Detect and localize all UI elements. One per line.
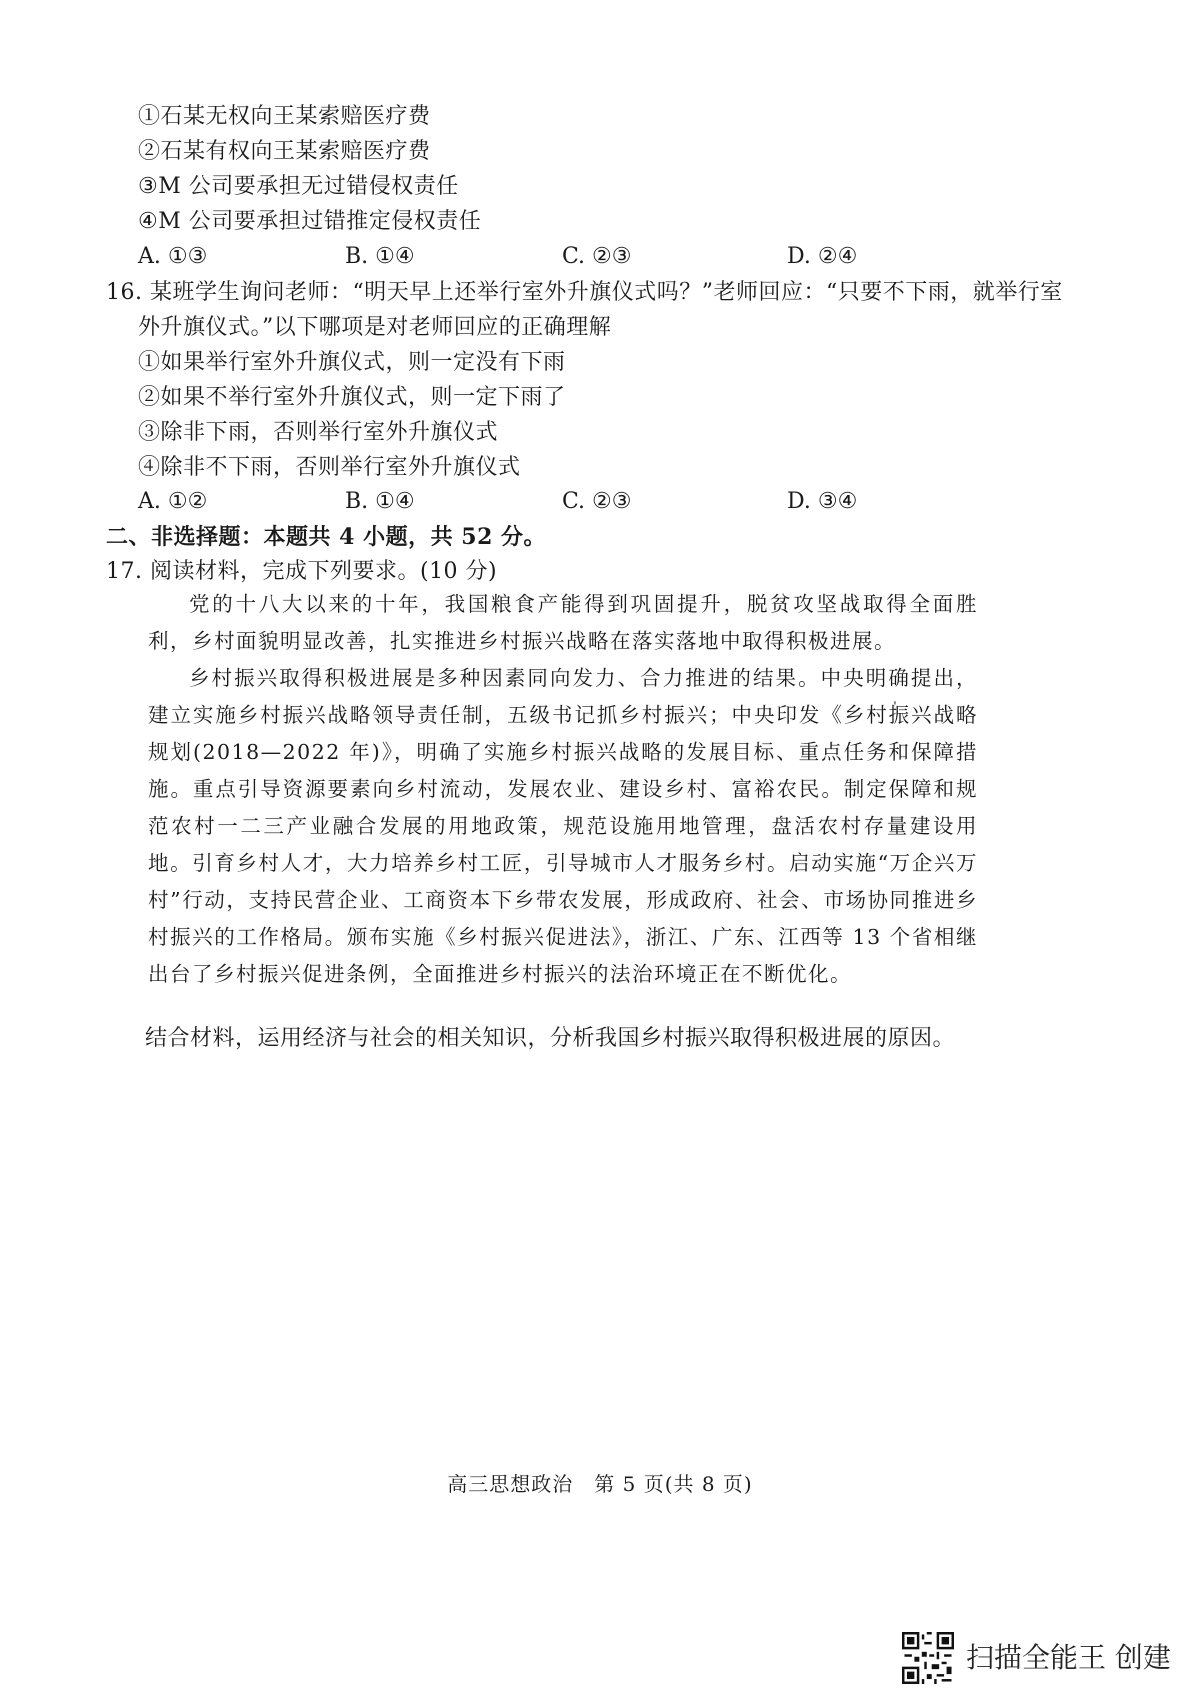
q15-statement-4: ④M 公司要承担过错推定侵权责任 [138,209,482,234]
q16-option-c[interactable]: C. ②③ [562,489,632,514]
q16-statement-4: ④除非不下雨，否则举行室外升旗仪式 [138,455,521,480]
q17-stem: 17. 阅读材料，完成下列要求。(10 分) [106,559,498,584]
scanner-watermark: 扫描全能王 创建 [966,1641,1171,1674]
q16-statement-2: ②如果不举行室外升旗仪式，则一定下雨了 [138,385,566,410]
q17-paragraph-2: 乡村振兴取得积极进展是多种因素同向发力、合力推进的结果。中央明确提出，建立实施乡村振兴战略领导责任制，五级书记抓乡村振兴；中央印发《乡村振兴战略规划(2018—2022 年)》，明确了实施乡村振兴战略的发展目标、重点任务和保障措施。重点引导资源要素向乡村流动，发展农业、建设乡村、富裕农民。制定保障和规范农村一二三产业融合发展的用地政策，规范设施用地管理，盘活农村存量建设用地。引育乡村人才，大力培养乡村工匠，引导城市人才服务乡村。启动实施“万企兴万村”行动，支持民营企业、工商资本下乡带农发展，形成政府、社会、市场协同推进乡村振兴的工作格局。颁布实施《乡村振兴促进法》，浙江、广东、江西等 13 个省相继出台了乡村振兴促进条例，全面推进乡村振兴的法治环境正在不断优化。 [148,666,978,986]
q16-options [0,487,1200,517]
q16-option-b[interactable]: B. ①④ [345,489,415,514]
q15-option-a[interactable]: A. ①③ [138,244,208,269]
q15-option-d[interactable]: D. ②④ [787,244,858,269]
q17-question: 结合材料，运用经济与社会的相关知识，分析我国乡村振兴取得积极进展的原因。 [145,1026,956,1051]
q16-option-a[interactable]: A. ①② [138,489,208,514]
q15-options [0,242,1200,272]
stray-mark: ˌ [893,691,897,707]
section2-heading: 二、非选择题：本题共 4 小题，共 52 分。 [106,524,547,550]
q16-stem-line2: 外升旗仪式。”以下哪项是对老师回应的正确理解 [138,315,612,340]
q15-option-b[interactable]: B. ①④ [345,244,415,269]
q16-stem-line1: 16. 某班学生询问老师：“明天早上还举行室外升旗仪式吗？”老师回应：“只要不下雨，就举行室 [106,280,1063,305]
q16-option-d[interactable]: D. ③④ [787,489,858,514]
q15-statement-1: ①石某无权向王某索赔医疗费 [138,104,431,129]
page-footer: 高三思想政治 第 5 页(共 8 页) [447,1472,753,1496]
q15-statement-3: ③M 公司要承担无过错侵权责任 [138,174,459,199]
q16-statement-1: ①如果举行室外升旗仪式，则一定没有下雨 [138,350,566,375]
q15-option-c[interactable]: C. ②③ [562,244,632,269]
q16-statement-3: ③除非下雨，否则举行室外升旗仪式 [138,420,499,445]
qr-code-icon [902,1632,954,1684]
q15-statement-2: ②石某有权向王某索赔医疗费 [138,139,431,164]
q17-paragraph-1: 党的十八大以来的十年，我国粮食产能得到巩固提升，脱贫攻坚战取得全面胜利，乡村面貌明显改善，扎实推进乡村振兴战略在落实落地中取得积极进展。 [148,592,978,653]
q17-material [148,586,978,993]
